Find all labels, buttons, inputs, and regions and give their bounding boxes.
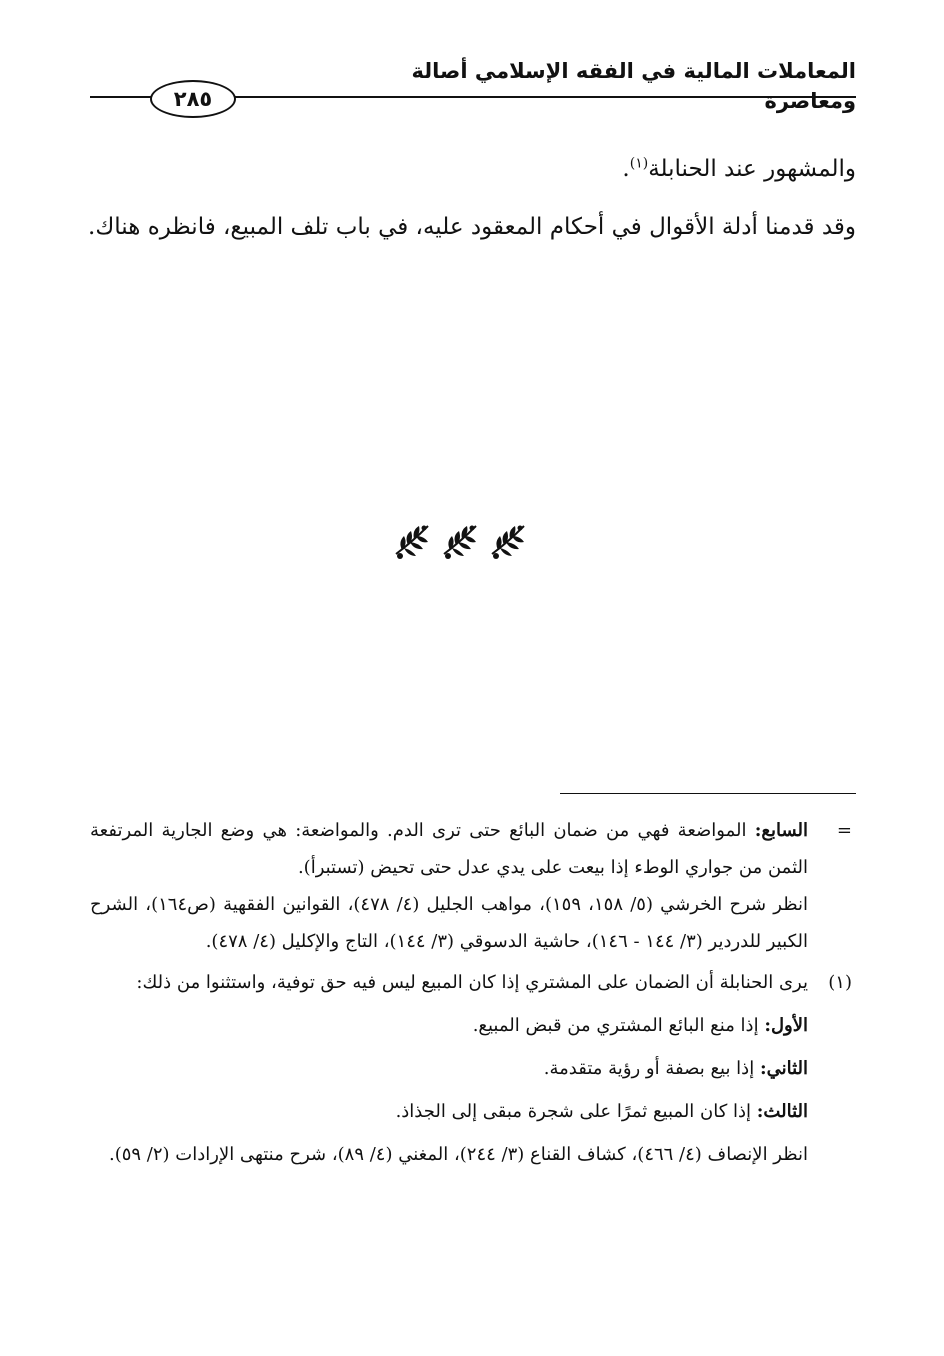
floral-ornament-icon: [392, 520, 432, 560]
footnote-1-intro: يرى الحنابلة أن الضمان على المشتري إذا كان المبيع ليس فيه حق توفية، واستثنوا من ذلك:: [136, 972, 808, 993]
floral-ornament-icon: [488, 520, 528, 560]
item-text: إذا بيع بصفة أو رؤية متقدمة.: [543, 1058, 755, 1079]
footnote-1-item: [90, 1007, 808, 1044]
paragraph-1-text: والمشهور عند الحنابلة: [648, 156, 856, 182]
footnote-continued: [90, 812, 852, 960]
footnotes: [90, 812, 852, 1173]
running-title: المعاملات المالية في الفقه الإسلامي أصالة ومعاصرة: [411, 59, 856, 113]
main-text: [86, 140, 856, 256]
section-ornament: [392, 520, 528, 560]
floral-ornament-icon: [440, 520, 480, 560]
footnote-1-references: انظر الإنصاف (٤/ ٤٦٦)، كشاف القناع (٣/ ٢٤٤)، المغني (٤/ ٨٩)، شرح منتهى الإرادات (٢/ ٥٩).: [108, 1144, 808, 1165]
item-label: الثالث:: [756, 1101, 808, 1122]
continuation-mark: =: [836, 820, 852, 841]
paragraph-1-end: .: [622, 156, 630, 182]
footnote-1-item: [90, 1050, 808, 1087]
item-text: إذا منع البائع المشتري من قبض المبيع.: [472, 1015, 759, 1036]
footnote-reference: (١): [629, 155, 649, 172]
item-text: إذا كان المبيع ثمرًا على شجرة مبقى إلى الجذاذ.: [395, 1101, 752, 1122]
footnote-continued-text: [90, 812, 808, 886]
item-label: الأول:: [764, 1015, 808, 1036]
paragraph-2: وقد قدمنا أدلة الأقوال في أحكام المعقود عليه، في باب تلف المبيع، فانظره هناك.: [88, 214, 856, 240]
footnote-number: (١): [828, 972, 852, 993]
footnote-1-item: [90, 1093, 808, 1130]
item-label: الثاني:: [759, 1058, 808, 1079]
footnote-1: [90, 964, 852, 1173]
footnote-references: انظر شرح الخرشي (٥/ ١٥٨، ١٥٩)، مواهب الجليل (٤/ ٤٧٨)، القوانين الفقهية (ص١٦٤)، الشرح الكبير للدردير (٣/ ١٤٤ - ١٤٦)، حاشية الدسوقي (٣/ ١٤٤)، التاج والإكليل (٤/ ٤٧٨).: [90, 894, 808, 952]
footnote-label: السابع:: [754, 820, 809, 841]
footnote-text: المواضعة فهي من ضمان البائع حتى ترى الدم. والمواضعة: هي وضع الجارية المرتفعة الثمن من جواري الوطء إذا بيعت على يدي عدل حتى تحيض (تستبرأ).: [90, 820, 808, 878]
paragraph-1: [86, 140, 856, 198]
footnote-separator: [560, 793, 856, 794]
page-number: ٢٨٥: [150, 80, 236, 118]
